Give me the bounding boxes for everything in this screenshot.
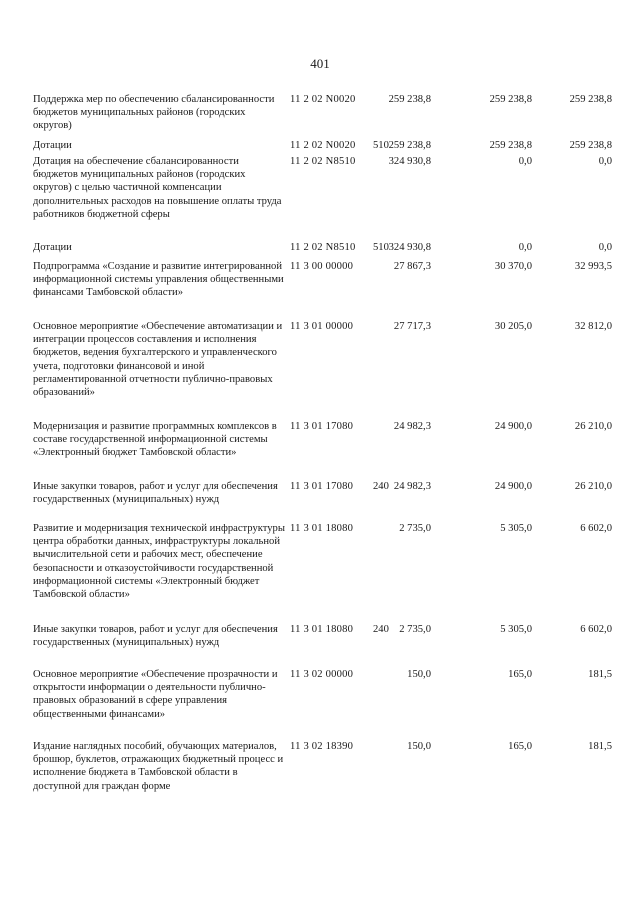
row-value-1: 259 238,8 <box>388 94 431 105</box>
row-value-3: 6 602,0 <box>580 523 612 534</box>
row-code: 11 3 02 00000 <box>290 669 354 680</box>
row-expense-type: 240 <box>373 624 389 635</box>
row-value-3: 26 210,0 <box>574 481 612 492</box>
row-expense-type: 510 <box>373 242 389 253</box>
row-code: 11 3 01 17080 <box>290 481 354 492</box>
row-value-3: 181,5 <box>588 741 612 752</box>
row-name: Основное мероприятие «Обеспечение прозрачности и открытости информации о деятельности публично-правовых образований в сфере управления общественными финансами» <box>33 669 278 720</box>
row-value-2: 5 305,0 <box>500 523 532 534</box>
row-value-1: 150,0 <box>407 669 431 680</box>
row-name: Поддержка мер по обеспечению сбалансированности бюджетов муниципальных районов (городских округов) <box>33 94 275 132</box>
row-name: Дотации <box>33 242 72 253</box>
row-code: 11 3 01 18080 <box>290 523 354 534</box>
row-value-2: 30 370,0 <box>494 261 532 272</box>
row-value-2: 5 305,0 <box>500 624 532 635</box>
row-value-2: 259 238,8 <box>489 140 532 151</box>
row-value-1: 24 982,3 <box>393 481 431 492</box>
row-value-1: 2 735,0 <box>399 523 431 534</box>
row-name: Дотации <box>33 140 72 151</box>
row-expense-type: 510 <box>373 140 389 151</box>
row-value-3: 26 210,0 <box>574 421 612 432</box>
row-name: Основное мероприятие «Обеспечение автоматизации и интеграции процессов составления и исполнения бюджетов, ведения бухгалтерского и управленческого учета, подготовки финансовой и иной регламентированной отчетности публично-правовых образований» <box>33 321 283 399</box>
row-name: Подпрограмма «Создание и развитие интегрированной информационной системы управления общественными финансами Тамбовской области» <box>33 261 284 299</box>
row-name: Издание наглядных пособий, обучающих материалов, брошюр, буклетов, отражающих бюджетный процесс и исполнение бюджета в Тамбовской области в доступной для граждан форме <box>33 741 284 792</box>
row-code: 11 2 02 N8510 <box>290 242 356 253</box>
row-code: 11 3 01 18080 <box>290 624 354 635</box>
row-value-2: 0,0 <box>518 156 532 167</box>
row-value-2: 30 205,0 <box>494 321 532 332</box>
row-code: 11 2 02 N0020 <box>290 94 356 105</box>
row-value-2: 24 900,0 <box>494 481 532 492</box>
row-value-3: 6 602,0 <box>580 624 612 635</box>
row-value-3: 32 993,5 <box>574 261 612 272</box>
row-value-2: 165,0 <box>508 741 532 752</box>
row-code: 11 2 02 N0020 <box>290 140 356 151</box>
row-value-3: 0,0 <box>598 156 612 167</box>
row-value-2: 165,0 <box>508 669 532 680</box>
row-value-2: 24 900,0 <box>494 421 532 432</box>
row-code: 11 3 02 18390 <box>290 741 354 752</box>
row-value-1: 324 930,8 <box>388 156 431 167</box>
row-value-1: 2 735,0 <box>399 624 431 635</box>
row-code: 11 3 00 00000 <box>290 261 354 272</box>
row-value-1: 27 717,3 <box>393 321 431 332</box>
row-value-2: 0,0 <box>518 242 532 253</box>
row-value-3: 259 238,8 <box>569 94 612 105</box>
row-value-3: 259 238,8 <box>569 140 612 151</box>
row-name: Иные закупки товаров, работ и услуг для обеспечения государственных (муниципальных) нужд <box>33 481 278 506</box>
row-code: 11 3 01 00000 <box>290 321 354 332</box>
row-value-1: 27 867,3 <box>393 261 431 272</box>
row-code: 11 2 02 N8510 <box>290 156 356 167</box>
row-value-2: 259 238,8 <box>489 94 532 105</box>
row-value-1: 24 982,3 <box>393 421 431 432</box>
row-value-3: 32 812,0 <box>574 321 612 332</box>
row-code: 11 3 01 17080 <box>290 421 354 432</box>
row-value-3: 0,0 <box>598 242 612 253</box>
row-value-1: 259 238,8 <box>388 140 431 151</box>
row-name: Иные закупки товаров, работ и услуг для обеспечения государственных (муниципальных) нужд <box>33 624 278 649</box>
row-value-3: 181,5 <box>588 669 612 680</box>
row-name: Дотация на обеспечение сбалансированности бюджетов муниципальных районов (городских округов) с целью частичной компенсации дополнительных расходов на повышение оплаты труда работников бюджетной сферы <box>33 156 282 220</box>
row-value-1: 324 930,8 <box>388 242 431 253</box>
row-expense-type: 240 <box>373 481 389 492</box>
row-value-1: 150,0 <box>407 741 431 752</box>
page-number: 401 <box>310 56 330 71</box>
row-name: Развитие и модернизация технической инфраструктуры центра обработки данных, инфраструктуры локальной вычислительной сети и рабочих мест, обеспечение безопасности и отказоустойчивости государственной информационной системы «Электронный бюджет Тамбовской области» <box>33 523 285 601</box>
row-name: Модернизация и развитие программных комплексов в составе государственной информационной системы «Электронный бюджет Тамбовской области» <box>33 421 277 459</box>
